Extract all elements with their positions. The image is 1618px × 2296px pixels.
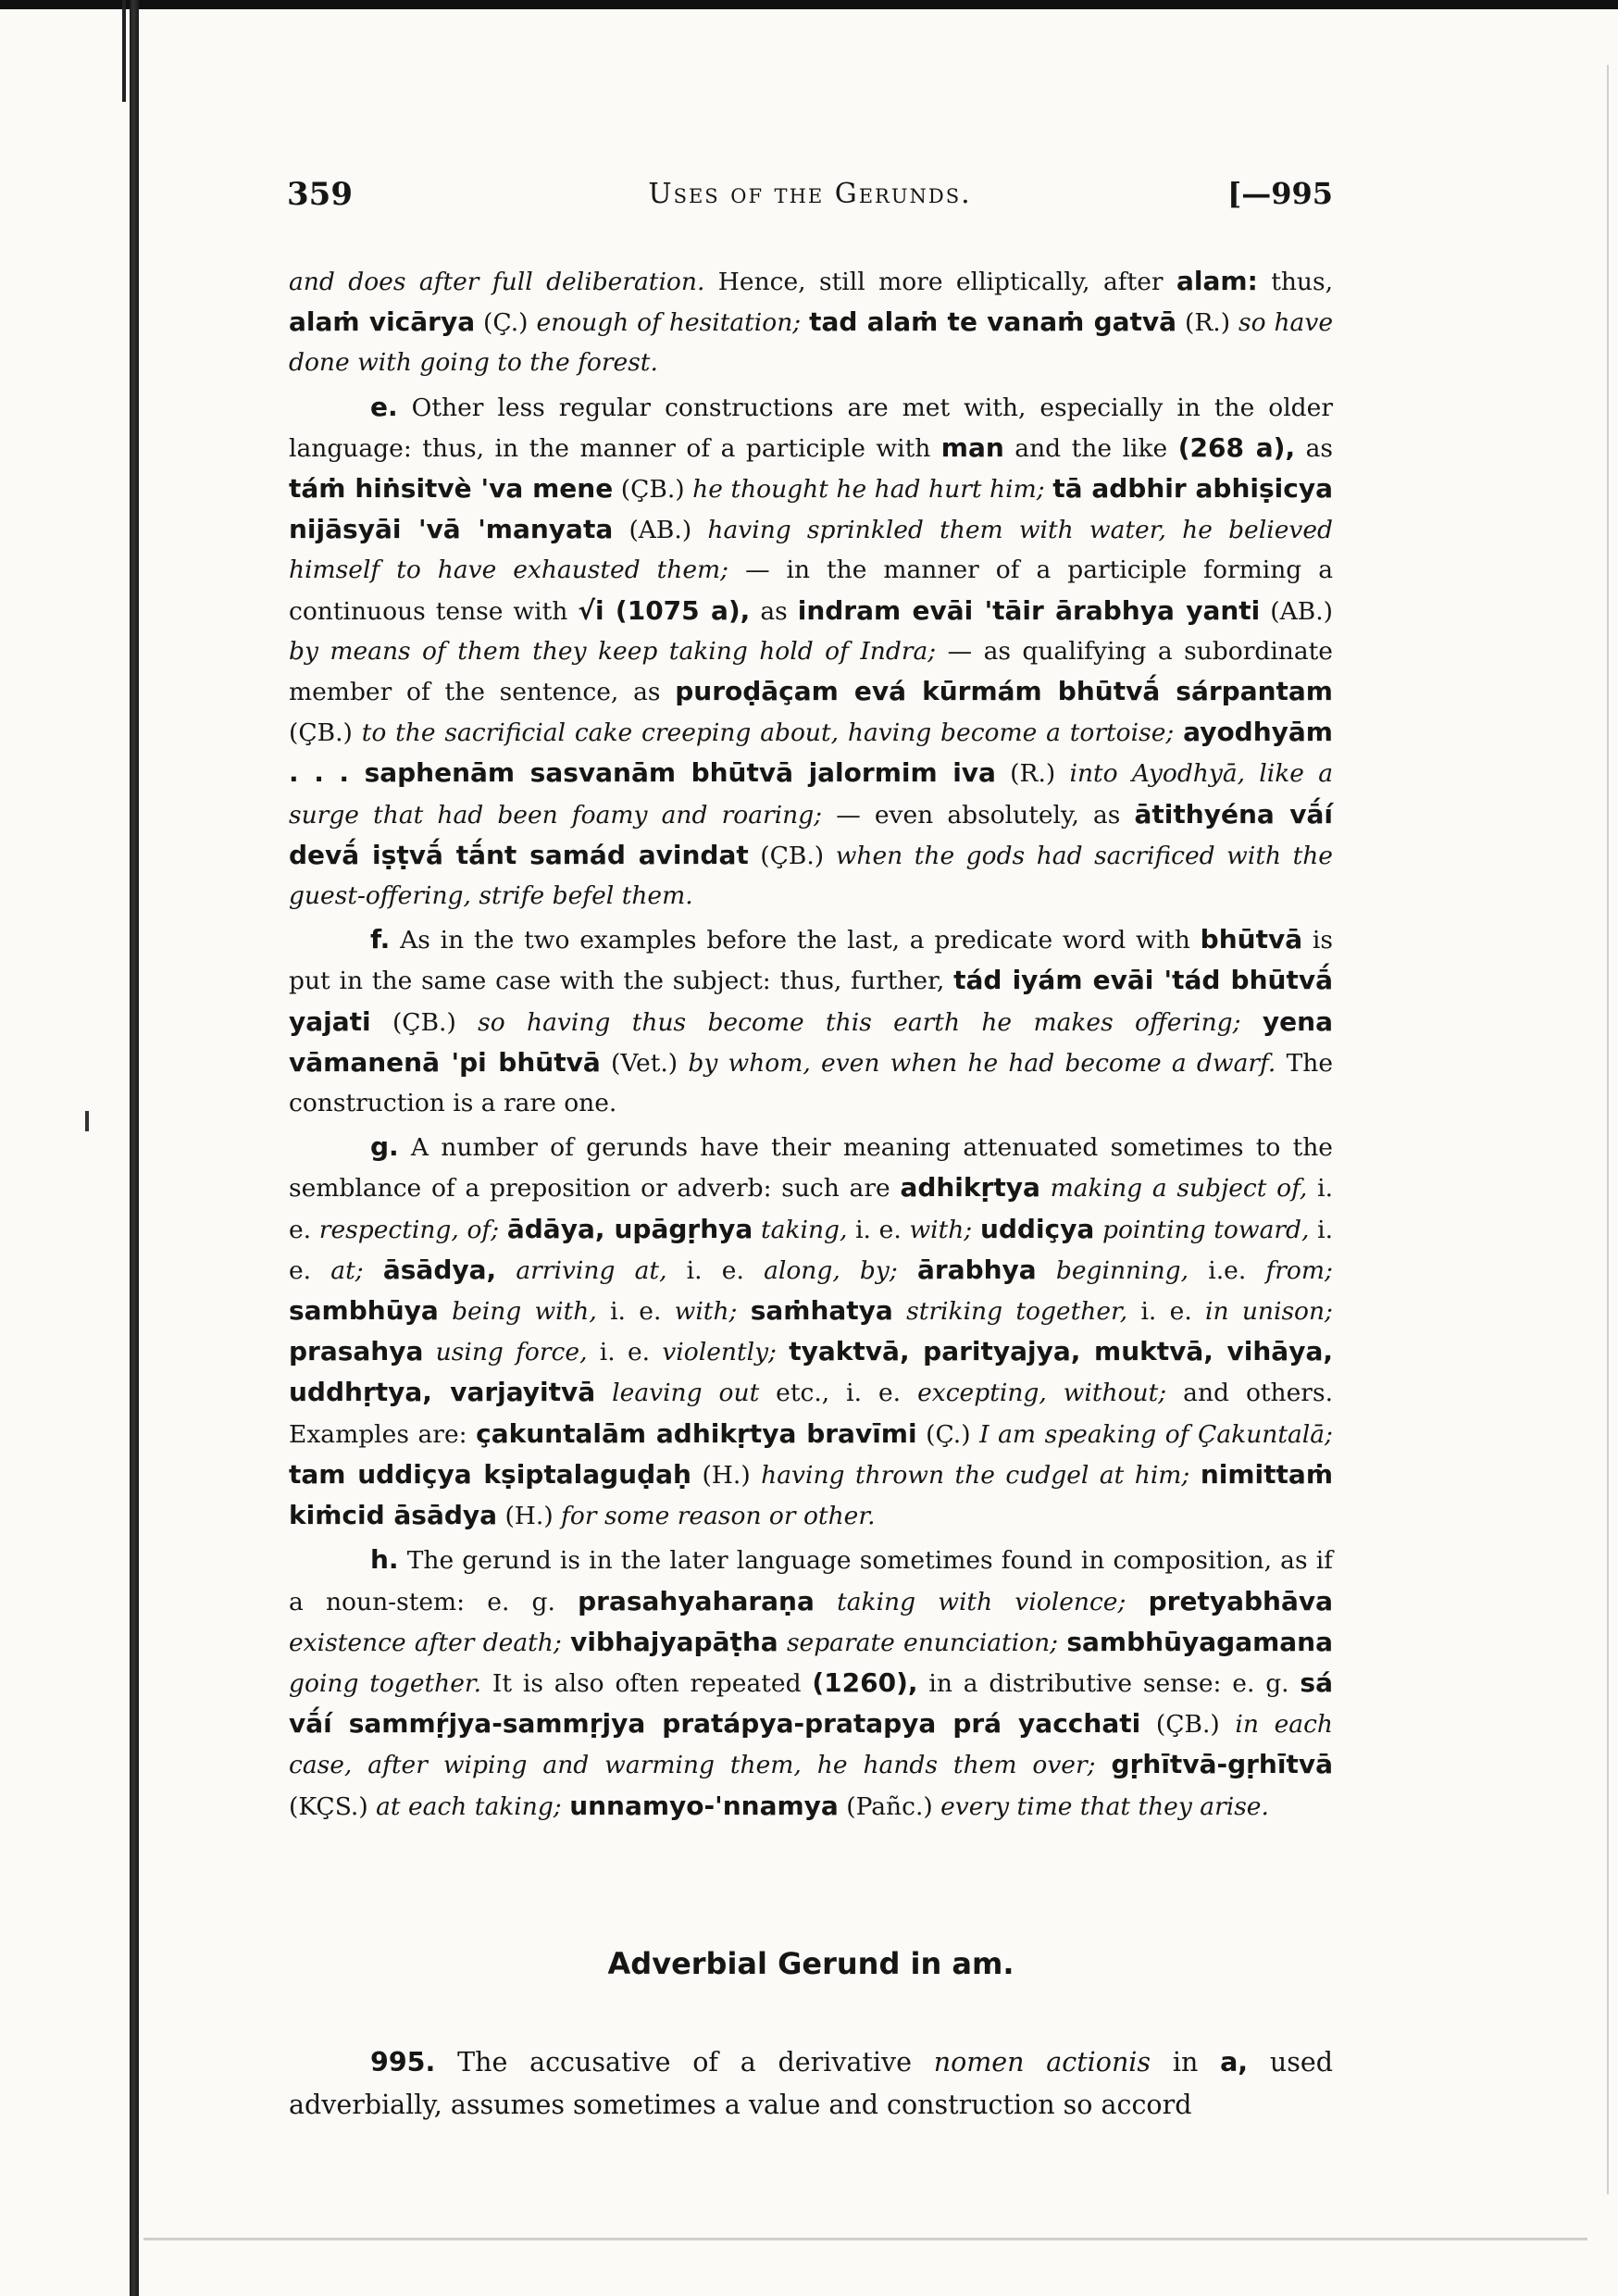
page-bottom-edge [143,2238,1587,2240]
paragraph-continuation: and does after full deliberation. Hence, still more elliptically, after alam: thus, alaṁ vicārya (Ç.) enough of hesitation; tad alaṁ te vanaṁ gatvā (R.) so have done with going to the forest. [289,266,1334,378]
page-number: 359 [287,176,353,213]
page-edge [1607,65,1609,2194]
running-head: Uses of the Gerunds. [648,178,972,210]
paragraph-g: g. A number of gerunds have their meaning attenuated sometimes to the semblance of a preposition or adverb: such are adhikṛtya making a subject of, i. e. respecting, of; ādāya, upāgṛhya taking, i. e. with; uddiçya pointing toward, i. e. at; āsādya, arriving at, i. e. along, by; ārabhya beginning, i.e. from; sambhūya being with, i. e. with; saṁhatya striking together, i. e. in unison; prasahya using force, i. e. violently; tyaktvā, parityajya, muktvā, vihāya, uddhṛtya, varjayitvā leaving out etc., i. e. excepting, without; and others. Examples are: çakuntalām adhikṛtya bravīmi (Ç.) I am speaking of Çakuntalā; tam uddiçya kṣiptalaguḍaḥ (H.) having thrown the cudgel at him; nimittaṁ kiṁcid āsādya (H.) for some reason or other. [289,1131,1334,1531]
margin-mark [85,1111,89,1131]
paragraph-e: e. Other less regular constructions are met with, especially in the older language: thus, in the manner of a participle with man and the like (268 a), as táṁ hiṅsitvè 'va mene (ÇB.) he thought he had hurt him; tā adbhir abhiṣicya nijāsyāi 'vā 'manyata (AB.) having sprinkled them with water, he believed himself to have exhausted them; — in the manner of a participle forming a continuous tense with √i (1075 a), as indram evāi 'tāir ārabhya yanti (AB.) by means of them they keep taking hold of Indra; — as qualifying a subordinate member of the sentence, as puroḍāçam evá kūrmám bhūtvā́ sárpantam (ÇB.) to the sacrificial cake creeping about, having become a tortoise; ayodhyām . . . saphenām sasvanām bhūtvā jalormim iva (R.) into Ayodhyā, like a surge that had been foamy and roaring; — even absolutely, as ātithyéna vā́í devā́ iṣṭvā́ tā́nt samád avindat (ÇB.) when the gods had sacrificed with the guest-offering, strife befel them. [289,391,1334,911]
paragraph-995: 995. The accusative of a derivative nomen actionis in a, used adverbially, assumes sometimes a value and construction so accord [289,2046,1333,2120]
page-header [287,176,1333,222]
body-text [289,261,1333,1827]
paragraph-f: f. As in the two examples before the last, a predicate word with bhūtvā is put in the same case with the subject: thus, further, tád iyám evāi 'tád bhūtvā́ yajati (ÇB.) so having thus become this earth he makes offering; yena vāmanenā 'pi bhūtvā (Vet.) by whom, even when he had become a dwarf. The construction is a rare one. [289,924,1334,1118]
section-heading: Adverbial Gerund in am. [607,1946,1014,1981]
scan-top-edge [0,0,1618,9]
section-reference: [—995 [1227,176,1333,211]
book-binding [130,0,139,2296]
binding-shadow [122,0,126,102]
paragraph-h: h. The gerund is in the later language sometimes found in composition, as if a noun-stem: e. g. prasahyaharaṇa taking with violence; pretyabhāva existence after death; vibhajyapāṭha separate enunciation; sambhūyagamana going together. It is also often repeated (1260), in a distributive sense: e. g. sá vā́í sammṛ́jya-sammṛjya pratápya-pratapya prá yacchati (ÇB.) in each case, after wiping and warming them, he hands them over; gṛhītvā-gṛhītvā (KÇS.) at each taking; unnamyo-'nnamya (Pañc.) every time that they arise. [289,1544,1333,1821]
